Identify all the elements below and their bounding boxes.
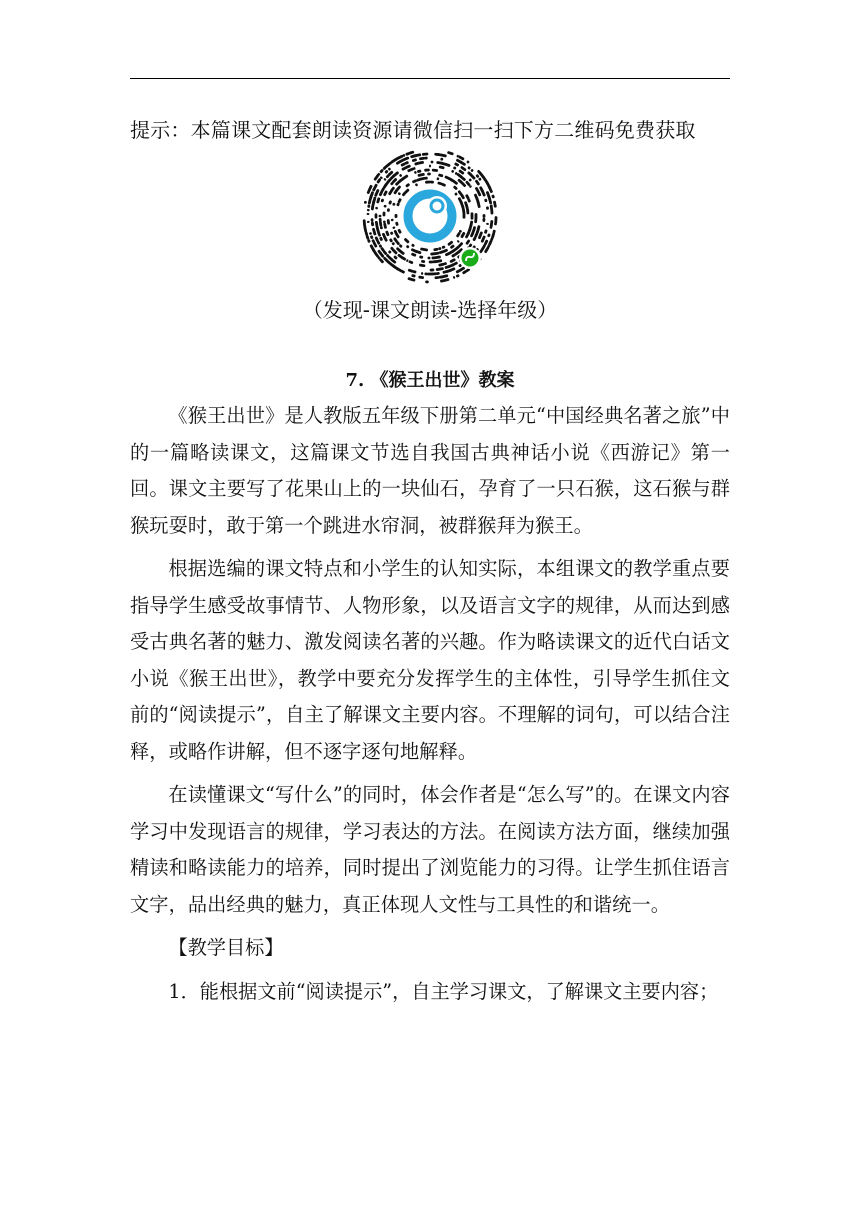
paragraph-teaching-focus: 根据选编的课文特点和小学生的认知实际，本组课文的教学重点要指导学生感受故事情节、人物形象，以及语言文字的规律，从而达到感受古典名著的魅力、激发阅读名著的兴趣。作为略读课文的近代白话文小说《猴王出世》，教学中要充分发挥学生的主体性，引导学生抓住文前的“阅读提示”，自主了解课文主要内容。不理解的词句，可以结合注释，或略作讲解，但不逐字逐句地解释。	[130, 557, 730, 763]
goal-item-1: 1．能根据文前“阅读提示”，自主学习课文，了解课文主要内容；	[168, 979, 719, 1003]
lesson-title: 7. 《猴王出世》教案	[345, 370, 515, 391]
audio-resource-hint: 提示：本篇课文配套朗读资源请微信扫一扫下方二维码免费获取	[130, 118, 696, 142]
navigation-path-note: （发现-课文朗读-选择年级）	[302, 298, 558, 322]
paragraph-method: 在读懂课文“写什么”的同时，体会作者是“怎么写”的。在课文内容学习中发现语言的规律，学习表达的方法。在阅读方法方面，继续加强精读和略读能力的培养，同时提出了浏览能力的习得。让学生抓住语言文字，品出经典的魅力，真正体现人文性与工具性的和谐统一。	[130, 783, 730, 916]
qr-code-icon[interactable]	[362, 150, 498, 286]
header-rule	[130, 78, 730, 79]
lesson-body	[130, 398, 730, 1017]
paragraph-intro: 《猴王出世》是人教版五年级下册第二单元“中国经典名著之旅”中的一篇略读课文，这篇课文节选自我国古典神话小说《西游记》第一回。课文主要写了花果山上的一块仙石，孕育了一只石猴，这石猴与群猴玩耍时，敢于第一个跳进水帘洞，被群猴拜为猴王。	[130, 404, 730, 537]
section-heading-goals: 【教学目标】	[168, 936, 284, 959]
